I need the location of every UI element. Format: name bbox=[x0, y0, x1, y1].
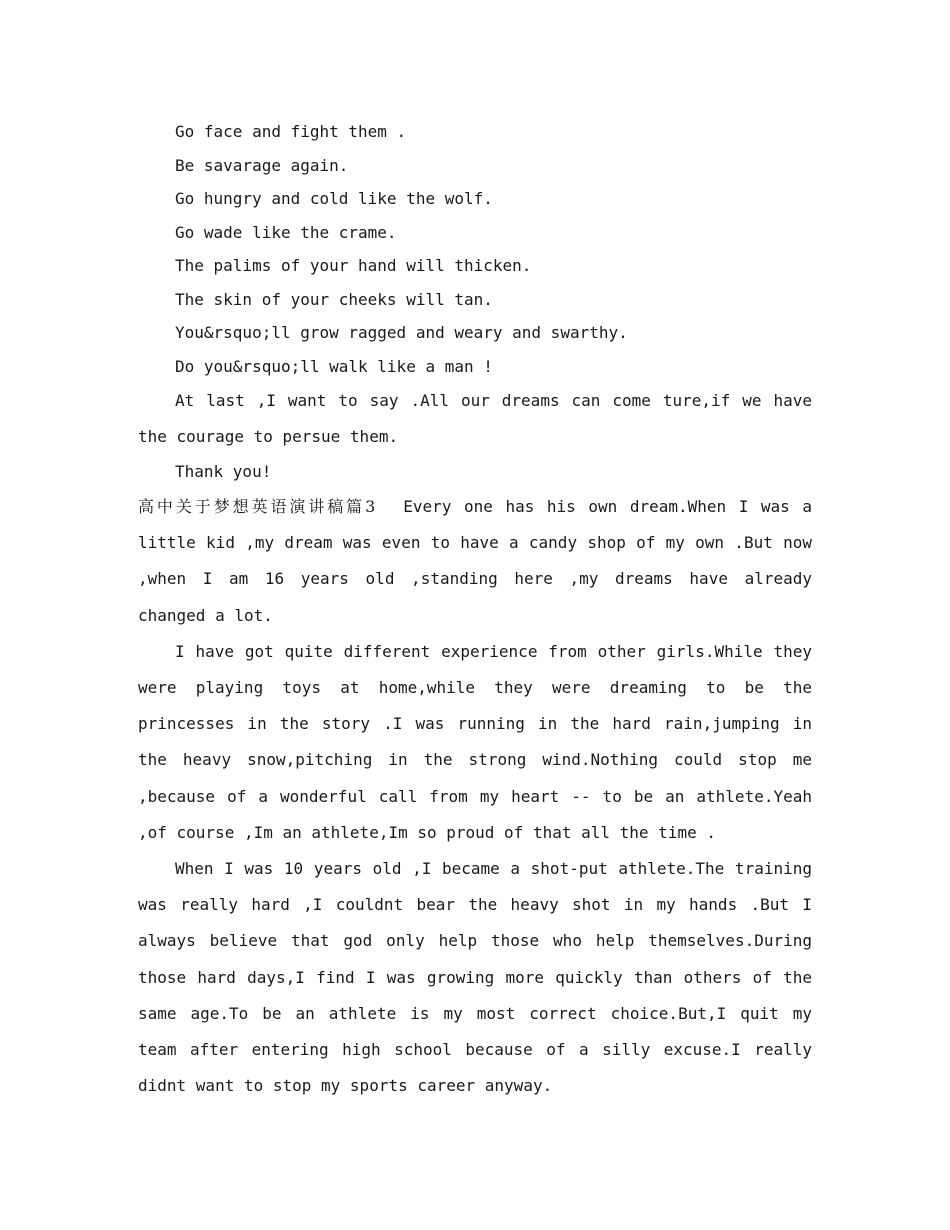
poem-line: Go wade like the crame. bbox=[175, 222, 397, 242]
poem-line: You&rsquo;ll grow ragged and weary and swarthy. bbox=[175, 323, 628, 342]
poem-line: Be savarage again. bbox=[175, 155, 349, 175]
poem-line: The palims of your hand will thicken. bbox=[175, 256, 532, 275]
body-paragraph-athlete: When I was 10 years old ,I became a shot-put athlete.The training was really hard ,I couldnt bear the heavy shot in my hands .But I always believe that god only help those who help themselves.During those hard days,I find I was growing more quickly than others of the same age.To be an athlete is my most correct choice.But,I quit my team after entering high school because of a silly excuse.I really didnt want to stop my sports career anyway. bbox=[138, 858, 812, 1096]
section-heading: 高中关于梦想英语演讲稿篇3 bbox=[138, 496, 376, 516]
poem-line: Go hungry and cold like the wolf. bbox=[175, 189, 493, 208]
section-intro-text: Every one has his own dream.When I was a little kid ,my dream was even to have a candy shop of my own .But now ,when I am 16 years old ,standing here ,my dreams have already changed a lot. bbox=[138, 496, 812, 625]
poem-line: The skin of your cheeks will tan. bbox=[175, 289, 493, 309]
thank-you-line: Thank you! bbox=[175, 462, 272, 482]
section-intro-paragraph bbox=[138, 489, 812, 634]
poem-line: Do you&rsquo;ll walk like a man ! bbox=[175, 356, 493, 376]
poem-line: Go face and fight them . bbox=[175, 122, 407, 141]
closing-paragraph: At last ,I want to say .All our dreams can come ture,if we have the courage to persue them. bbox=[138, 391, 812, 447]
document-body bbox=[138, 115, 812, 1104]
body-paragraph-experience: I have got quite different experience from other girls.While they were playing toys at home,while they were dreaming to be the princesses in the story .I was running in the hard rain,jumping in the heavy snow,pitching in the strong wind.Nothing could stop me ,because of a wonderful call from my heart -- to be an athlete.Yeah ,of course ,Im an athlete,Im so proud of that all the time . bbox=[138, 641, 812, 842]
